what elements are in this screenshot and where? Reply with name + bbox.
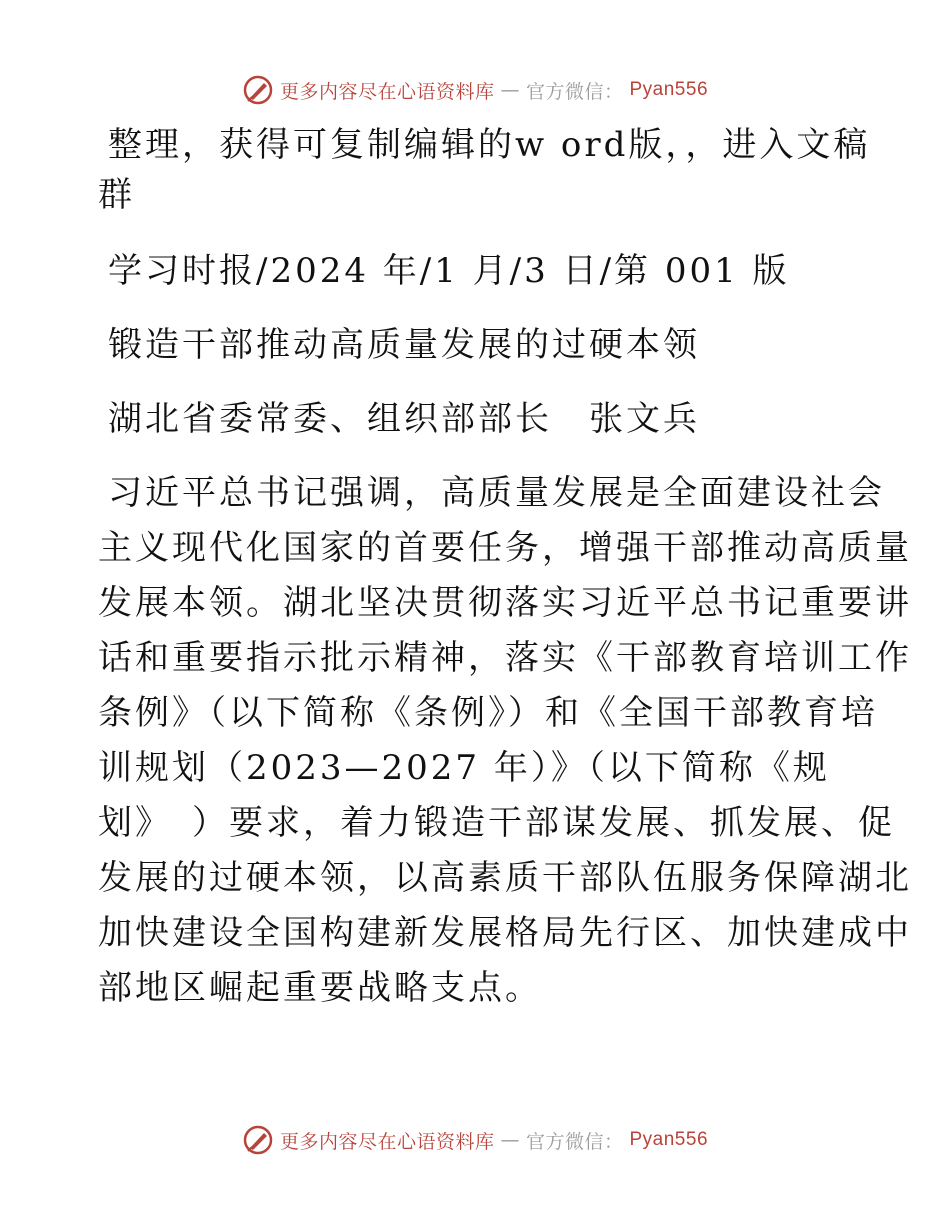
watermark-account: Pyan556 — [629, 1129, 709, 1150]
watermark-content — [242, 74, 708, 106]
quill-logo-icon — [242, 1124, 274, 1156]
article-title: 锻造干部推动高质量发展的过硬本领 — [108, 325, 700, 365]
document-body — [98, 120, 912, 1016]
quill-logo-icon — [242, 74, 274, 106]
intro-line: 整理，获得可复制编辑的w ord版，，进入文稿 — [108, 125, 871, 165]
paragraph-line: 部地区崛起重要战略支点。 — [98, 968, 542, 1008]
watermark-dash: — — [500, 79, 520, 101]
article-author: 湖北省委常委、组织部部长 张文兵 — [108, 399, 700, 439]
watermark-site-text: 更多内容尽在心语资料库 — [279, 80, 495, 103]
footer-watermark — [0, 1120, 950, 1160]
article-paragraph — [98, 466, 912, 1016]
paragraph-line: 加快建设全国构建新发展格局先行区、加快建成中 — [98, 913, 912, 953]
paragraph-line: 条例》（以下简称《条例》）和《全国干部教育培 — [98, 693, 878, 733]
paragraph-line: 主义现代化国家的首要任务，增强干部推动高质量 — [98, 528, 912, 568]
paragraph-line: 训规划（2023—2027 年）》（以下简称《规 — [98, 748, 830, 788]
watermark-wechat-label: 官方微信： — [525, 1130, 624, 1153]
watermark-site-text: 更多内容尽在心语资料库 — [279, 1130, 495, 1153]
paragraph-line: 发展的过硬本领，以高素质干部队伍服务保障湖北 — [98, 858, 912, 898]
paragraph-line: 话和重要指示批示精神，落实《干部教育培训工作 — [98, 638, 912, 678]
watermark-dash: — — [500, 1129, 520, 1151]
source-line: 学习时报/2024 年/1 月/3 日/第 001 版 — [108, 251, 790, 291]
watermark-account: Pyan556 — [629, 79, 709, 100]
watermark-content — [242, 1124, 708, 1156]
paragraph-line: 划》 ）要求，着力锻造干部谋发展、抓发展、促 — [98, 803, 895, 843]
paragraph-line: 发展本领。湖北坚决贯彻落实习近平总书记重要讲 — [98, 583, 912, 623]
watermark-wechat-label: 官方微信： — [525, 80, 624, 103]
intro-line: 群 — [98, 175, 135, 215]
paragraph-line: 习近平总书记强调，高质量发展是全面建设社会 — [108, 473, 885, 513]
header-watermark — [0, 70, 950, 110]
